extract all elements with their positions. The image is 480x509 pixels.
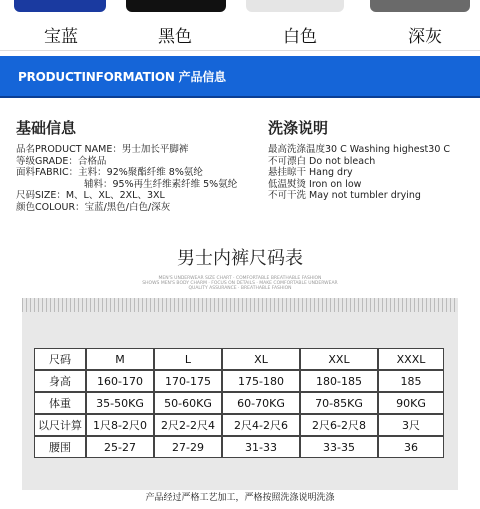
swatch-dark-gray: [370, 0, 470, 12]
table-cell: 170-175: [154, 370, 222, 392]
table-cell: 185: [378, 370, 444, 392]
size-chart-subtitle-1: MEN'S UNDERWEAR SIZE CHART · COMFORTABLE BREATHABLE FASHION: [158, 276, 322, 281]
table-cell: 1尺8-2尺0: [86, 414, 154, 436]
table-cell: 27-29: [154, 436, 222, 458]
no-bleach-line: 不可漂白 Do not bleach: [268, 155, 376, 167]
size-chart-subtitle-2: SHOWS MEN'S BODY CHARM · FOCUS ON DETAILS · MAKE COMFORTABLE UNDERWEAR: [142, 281, 338, 286]
color-name-row: [0, 22, 480, 46]
table-cell: 3尺: [378, 414, 444, 436]
size-line: 尺码SIZE：M、L、XL、2XL、3XL: [16, 190, 165, 201]
size-chart-title: 男士内裤尺码表: [177, 248, 303, 269]
table-row: [34, 370, 444, 392]
row-label-cell: 体重: [34, 392, 86, 414]
wash-instructions-section: [268, 117, 478, 202]
wash-title: 洗涤说明: [268, 119, 329, 137]
color-name-white: 白色: [283, 27, 317, 47]
header-cell: XXL: [300, 348, 378, 370]
size-chart-subtitle-3: QUALITY ASSURANCE · BREATHABLE FASHION: [188, 286, 292, 291]
color-name-dark-gray: 深灰: [408, 27, 442, 47]
table-row: [34, 414, 444, 436]
divider: [0, 50, 480, 51]
table-row: [34, 392, 444, 414]
swatch-white: [246, 0, 344, 12]
table-row: [34, 436, 444, 458]
table-row: [34, 348, 444, 370]
color-name-black: 黑色: [158, 27, 192, 47]
basic-info-section: [16, 117, 256, 213]
measuring-ruler: [22, 298, 458, 312]
row-label-cell: 腰围: [34, 436, 86, 458]
header-cell: XL: [222, 348, 300, 370]
header-cell: M: [86, 348, 154, 370]
table-cell: 31-33: [222, 436, 300, 458]
iron-low-line: 低温熨烫 Iron on low: [268, 178, 362, 190]
table-cell: 90KG: [378, 392, 444, 414]
size-table: [34, 348, 444, 458]
header-cell: XXXL: [378, 348, 444, 370]
table-cell: 50-60KG: [154, 392, 222, 414]
table-cell: 2尺4-2尺6: [222, 414, 300, 436]
table-cell: 35-50KG: [86, 392, 154, 414]
table-cell: 25-27: [86, 436, 154, 458]
table-cell: 175-180: [222, 370, 300, 392]
product-name-line: 品名PRODUCT NAME：男士加长平脚裤: [16, 144, 189, 155]
table-cell: 180-185: [300, 370, 378, 392]
table-cell: 160-170: [86, 370, 154, 392]
table-cell: 70-85KG: [300, 392, 378, 414]
table-cell: 60-70KG: [222, 392, 300, 414]
table-cell: 33-35: [300, 436, 378, 458]
color-name-royal-blue: 宝蓝: [44, 27, 78, 47]
grade-line: 等级GRADE：合格品: [16, 155, 107, 167]
care-footer-note: 产品经过严格工艺加工，严格按照洗涤说明洗涤: [145, 493, 335, 503]
table-cell: 36: [378, 436, 444, 458]
wash-temp-line: 最高洗涤温度30 C Washing highest30 C: [268, 144, 451, 155]
swatch-royal-blue: [14, 0, 106, 12]
no-tumble-line: 不可干洗 May not tumbler drying: [268, 190, 421, 201]
table-cell: 2尺6-2尺8: [300, 414, 378, 436]
banner-title: PRODUCTINFORMATION 产品信息: [18, 70, 226, 84]
fabric-aux-line: 辅料：95%再生纤维素纤维 5%氨纶: [84, 178, 238, 190]
colour-line: 颜色COLOUR：宝蓝/黑色/白色/深灰: [16, 201, 171, 213]
header-cell: 尺码: [34, 348, 86, 370]
row-label-cell: 以尺计算: [34, 414, 86, 436]
color-swatch-strip: [0, 0, 480, 12]
basic-info-title: 基础信息: [16, 119, 77, 137]
hang-dry-line: 悬挂晾干 Hang dry: [268, 167, 353, 178]
table-cell: 2尺2-2尺4: [154, 414, 222, 436]
header-cell: L: [154, 348, 222, 370]
row-label-cell: 身高: [34, 370, 86, 392]
swatch-black: [126, 0, 226, 12]
product-info-banner: [0, 56, 480, 98]
fabric-line: 面料FABRIC：主料：92%聚酯纤维 8%氨纶: [16, 167, 203, 178]
